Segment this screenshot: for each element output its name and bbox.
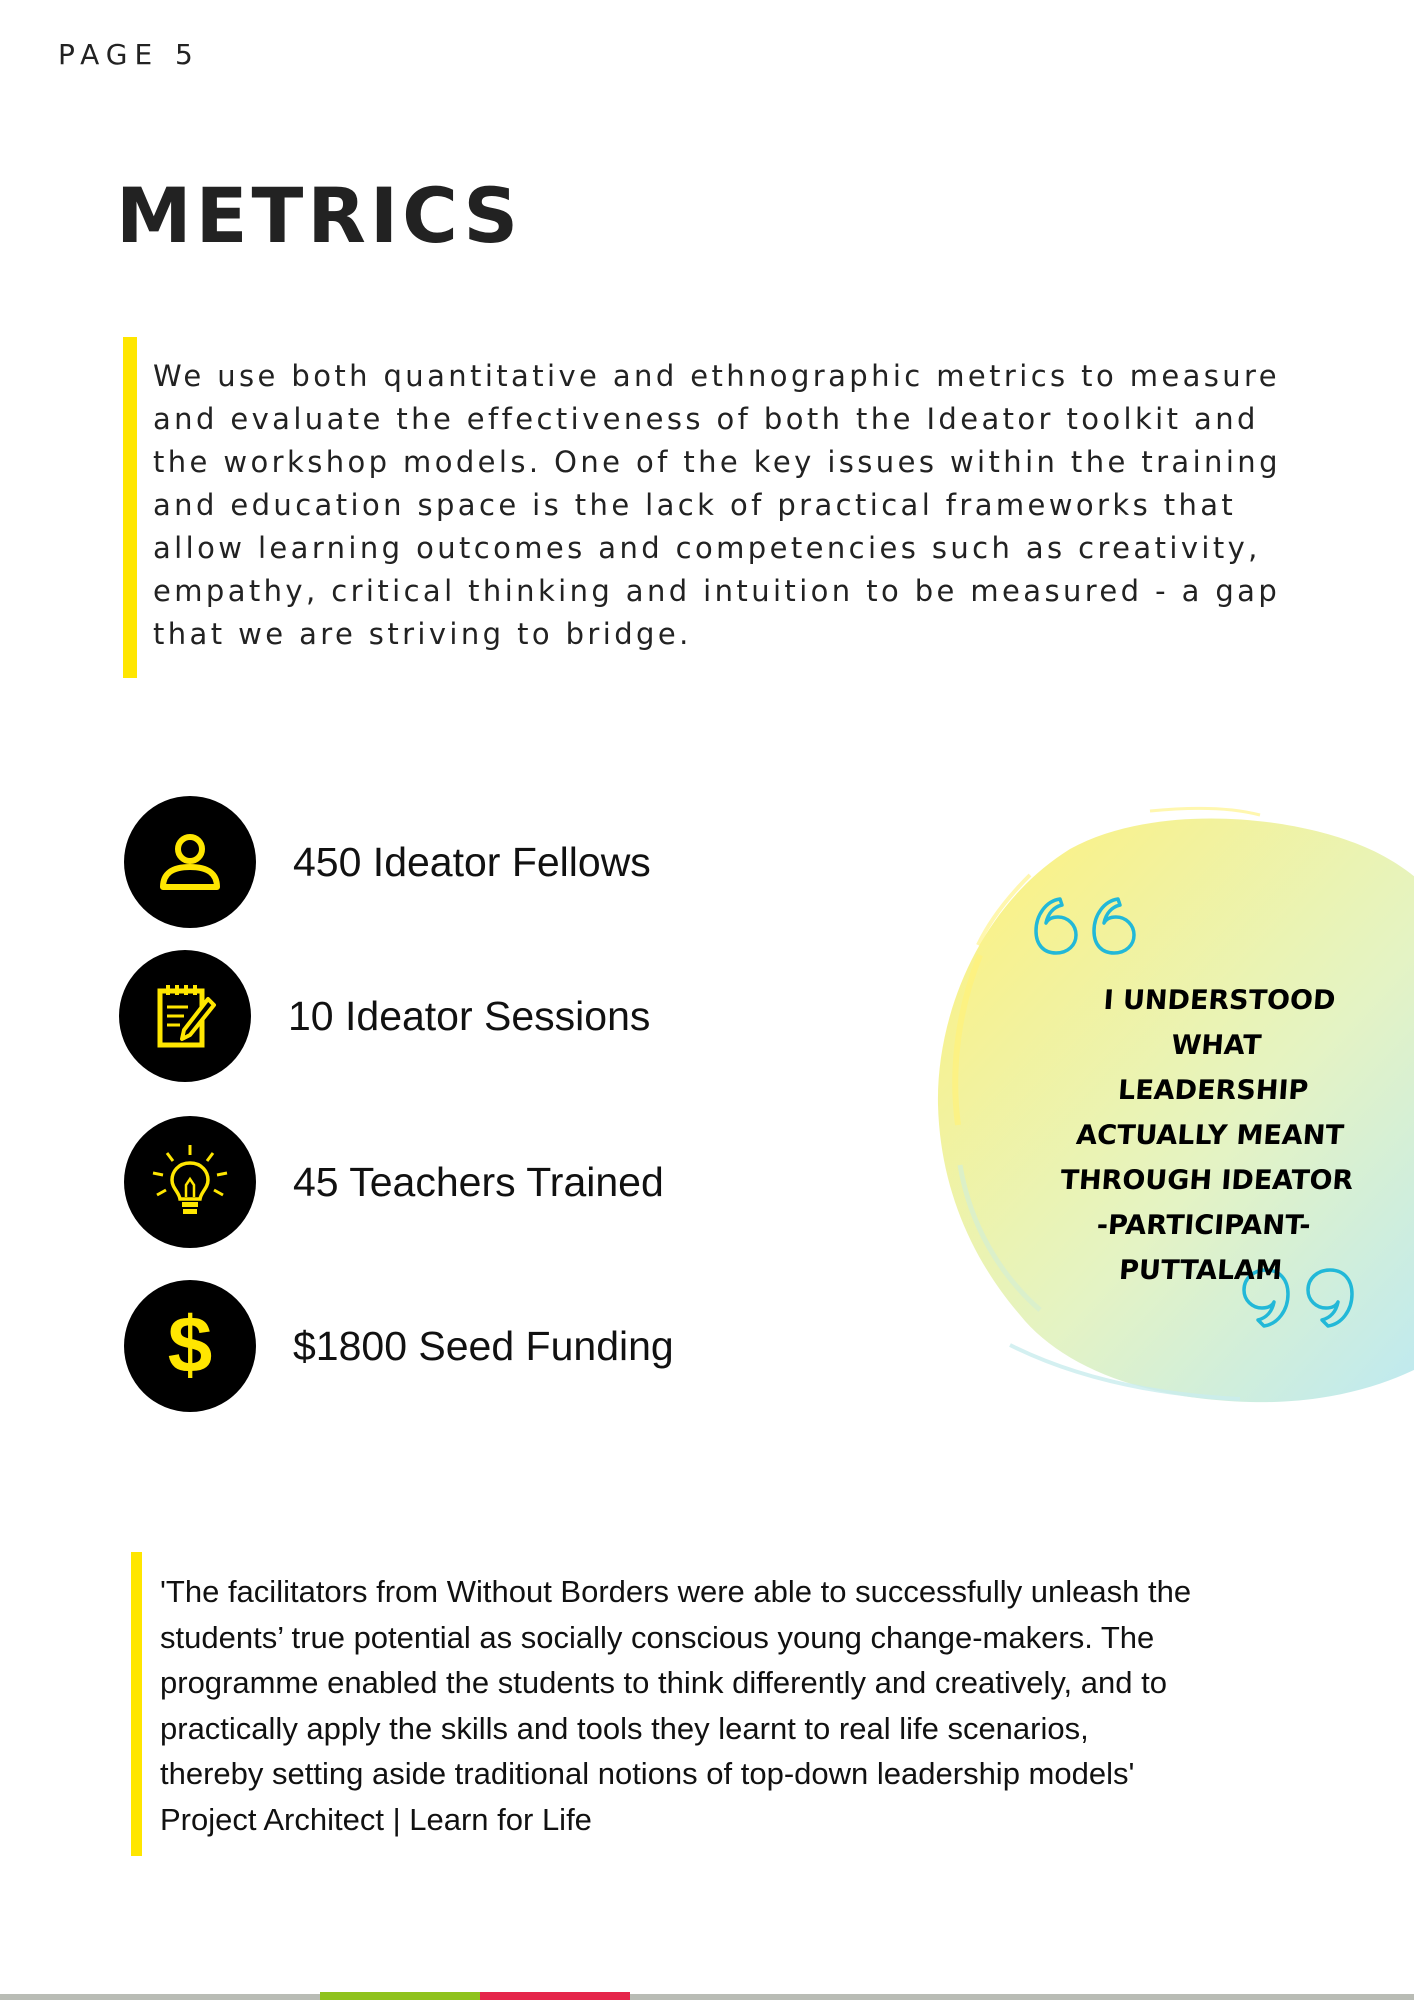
testimonial-text: 'The facilitators from Without Borders were able to successfully unleash the students’ true potential as socially conscious young change-makers. The programme enabled the students to think differently and creatively, and to practically apply the skills and tools they learnt to real life scenarios, thereby setting aside traditional notions of top-down leadership models' Project Architect | Learn for Life: [160, 1574, 1192, 1837]
testimonial-block: [131, 1552, 1320, 1856]
stat-label: 450 Ideator Fellows: [293, 838, 651, 885]
stat-label: $1800 Seed Funding: [293, 1322, 674, 1369]
stat-sessions: [119, 950, 650, 1082]
page-title: METRICS: [116, 171, 523, 260]
stat-teachers: [124, 1116, 664, 1248]
dollar-icon: [124, 1280, 256, 1412]
person-icon: [124, 796, 256, 928]
stat-label: 10 Ideator Sessions: [288, 992, 651, 1039]
participant-quote: I UNDERSTOOD WHAT LEADERSHIP ACTUALLY MEANT THROUGH IDEATOR -PARTICIPANT- PUTTALAM: [1059, 985, 1355, 1286]
page-number: PAGE 5: [58, 38, 200, 71]
stat-fellows: [124, 796, 651, 928]
intro-text: We use both quantitative and ethnographic metrics to measure and evaluate the effectiveness of both the Ideator toolkit and the workshop models. One of the key issues within the training and education space is the lack of practical frameworks that allow learning outcomes and competencies such as creativity, empathy, critical thinking and intuition to be measured - a gap that we are striving to bridge.: [153, 359, 1281, 651]
stat-funding: [124, 1280, 674, 1412]
lightbulb-icon: [124, 1116, 256, 1248]
svg-text:$: $: [167, 1306, 213, 1386]
intro-block: [123, 337, 1313, 678]
stat-label: 45 Teachers Trained: [293, 1158, 664, 1205]
footer-strip: [0, 1994, 1414, 2000]
open-quote-icon: [1032, 893, 1140, 959]
footer-strip-green: [320, 1992, 480, 2000]
notepad-pencil-icon: [119, 950, 251, 1082]
footer-strip-red: [480, 1992, 630, 2000]
